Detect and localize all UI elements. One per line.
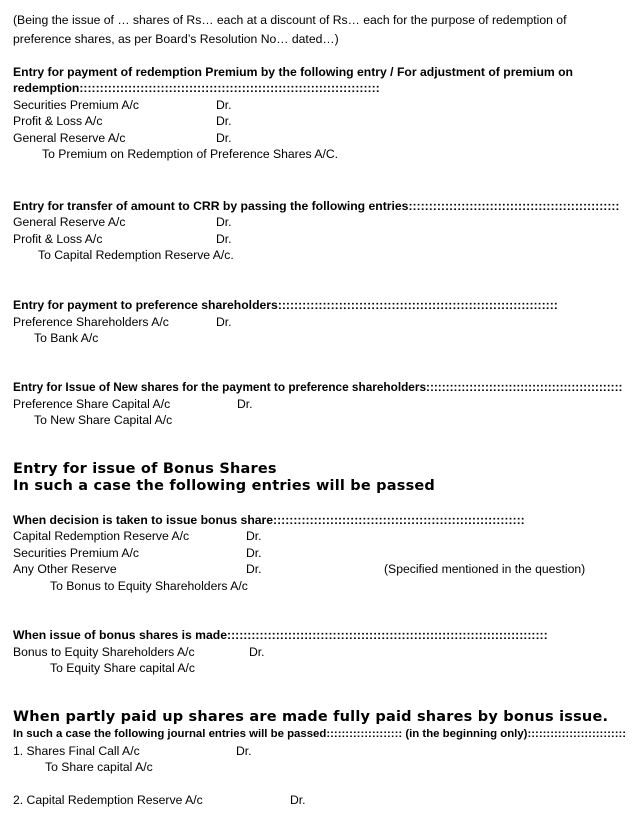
premium-row-account: Securities Premium A/c bbox=[13, 98, 139, 112]
premium-to-line: To Premium on Redemption of Preference Shares A/C. bbox=[42, 147, 339, 161]
partly-paid-row-2-account: 2. Capital Redemption Reserve A/c bbox=[13, 793, 203, 807]
new-shares-heading: Entry for Issue of New shares for the payment to preference shareholders:::::::::::::::::::::::::::::::::::::::::::::::::: bbox=[13, 380, 623, 394]
bonus-decision-heading: When decision is taken to issue bonus share:::::::::::::::::::::::::::::::::::::::::::::::::::::::::::::: bbox=[13, 513, 525, 527]
bonus-decision-row-dr: Dr. bbox=[246, 546, 262, 560]
pref-payment-row-dr: Dr. bbox=[216, 315, 232, 329]
new-shares-row-account: Preference Share Capital A/c bbox=[13, 397, 171, 411]
bonus-decision-row-account: Any Other Reserve bbox=[13, 562, 117, 576]
premium-row-dr: Dr. bbox=[216, 131, 232, 145]
partly-paid-subheading: In such a case the following journal entries will be passed:::::::::::::::::::: (in the beginning only):::::::::::::::::::::::::: bbox=[13, 728, 627, 740]
bonus-issue-to-line: To Equity Share capital A/c bbox=[50, 661, 195, 675]
bonus-issue-row-account: Bonus to Equity Shareholders A/c bbox=[13, 645, 195, 659]
bonus-title-2: In such a case the following entries will be passed bbox=[13, 478, 436, 494]
bonus-issue-row-dr: Dr. bbox=[249, 645, 265, 659]
intro-line-1: (Being the issue of … shares of Rs… each at a discount of Rs… each for the purpose of redemption of bbox=[13, 13, 567, 27]
crr-row-dr: Dr. bbox=[216, 232, 232, 246]
new-shares-to-line: To New Share Capital A/c bbox=[34, 413, 173, 427]
premium-row-account: General Reserve A/c bbox=[13, 131, 126, 145]
bonus-decision-to-line: To Bonus to Equity Shareholders A/c bbox=[50, 579, 248, 593]
partly-paid-title: When partly paid up shares are made fully paid shares by bonus issue. bbox=[13, 709, 609, 725]
crr-heading: Entry for transfer of amount to CRR by passing the following entries:::::::::::::::::::::::::::::::::::::::::::::::::::: bbox=[13, 199, 620, 213]
crr-row-dr: Dr. bbox=[216, 215, 232, 229]
bonus-decision-row-account: Securities Premium A/c bbox=[13, 546, 139, 560]
bonus-title-1: Entry for issue of Bonus Shares bbox=[13, 461, 277, 477]
bonus-issue-heading: When issue of bonus shares is made::::::::::::::::::::::::::::::::::::::::::::::::::::::::::::::::::::::::::::::: bbox=[13, 628, 548, 642]
bonus-decision-row-dr: Dr. bbox=[246, 562, 262, 576]
pref-payment-row-account: Preference Shareholders A/c bbox=[13, 315, 169, 329]
bonus-decision-row-account: Capital Redemption Reserve A/c bbox=[13, 529, 190, 543]
intro-line-2: preference shares, as per Board’s Resolution No… dated…) bbox=[13, 32, 339, 46]
bonus-decision-note: (Specified mentioned in the question) bbox=[384, 562, 586, 576]
premium-heading-2: redemption:::::::::::::::::::::::::::::::::::::::::::::::::::::::::::::::::::::::::: bbox=[13, 81, 380, 95]
partly-paid-row-2-dr: Dr. bbox=[290, 793, 306, 807]
premium-heading-1: Entry for payment of redemption Premium by the following entry / For adjustment of premium on bbox=[13, 65, 573, 79]
premium-row-dr: Dr. bbox=[216, 114, 232, 128]
partly-paid-row-1-to-line: To Share capital A/c bbox=[45, 760, 153, 774]
partly-paid-row-1-dr: Dr. bbox=[236, 744, 252, 758]
pref-payment-heading: Entry for payment to preference shareholders::::::::::::::::::::::::::::::::::::::::::::::::::::::::::::::::::::: bbox=[13, 298, 558, 312]
partly-paid-row-1-account: 1. Shares Final Call A/c bbox=[13, 744, 140, 758]
new-shares-row-dr: Dr. bbox=[237, 397, 253, 411]
crr-row-account: General Reserve A/c bbox=[13, 215, 126, 229]
premium-row-dr: Dr. bbox=[216, 98, 232, 112]
crr-row-account: Profit & Loss A/c bbox=[13, 232, 103, 246]
bonus-decision-row-dr: Dr. bbox=[246, 529, 262, 543]
crr-to-line: To Capital Redemption Reserve A/c. bbox=[38, 248, 234, 262]
pref-payment-to-line: To Bank A/c bbox=[34, 331, 99, 345]
premium-row-account: Profit & Loss A/c bbox=[13, 114, 103, 128]
